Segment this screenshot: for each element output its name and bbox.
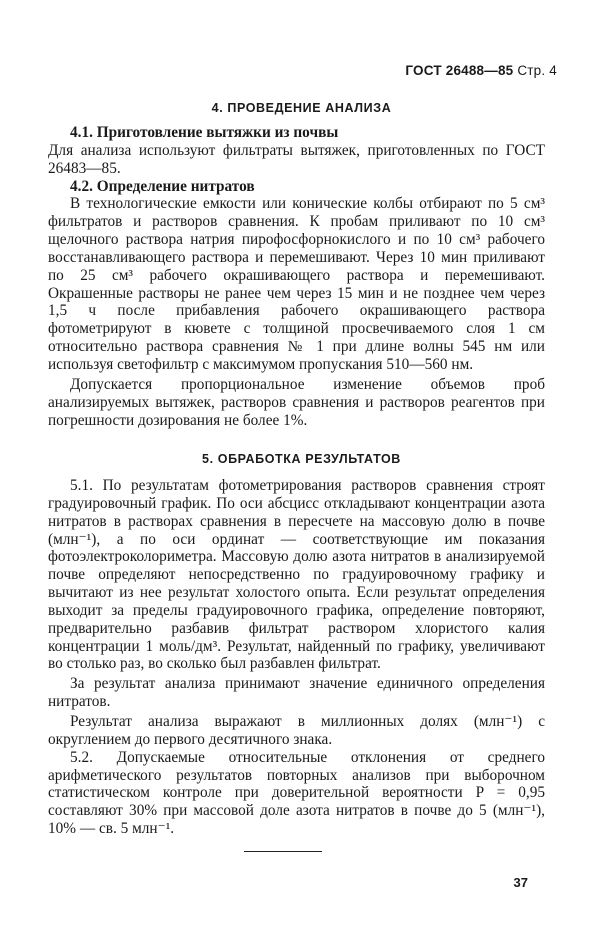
section-5-body xyxy=(48,477,545,838)
subsection-5-1-text: 5.1. По результатам фотометрирования растворов сравнения строят градуировочный график. По оси абсцисс откладывают концентрации азота нитратов в растворах сравнения в пересчете на массовую долю в почве (млн⁻¹), а по оси ординат — соответствующие им показания фотоэлектроколориметра. Массовую долю азота нитратов в анализируемой почве определяют непосредственно по градуировочному графику и вычитают из нее результат холостого опыта. Если результат определения выходит за пределы градуировочного графика, определение повторяют, предварительно разбавив фильтрат раствором хлористого калия концентрации 1 моль/дм³. Результат, найденный по графику, увеличивают во столько раз, во сколько был разбавлен фильтрат. xyxy=(48,477,545,673)
page-label: Стр. 4 xyxy=(517,63,557,78)
subsection-4-2-note: Допускается пропорциональное изменение объемов проб анализируемых вытяжек, растворов сравнения и растворов реагентов при погрешности дозирования не более 1%. xyxy=(48,375,545,429)
page-number: 37 xyxy=(513,875,528,890)
subsection-5-2-text: 5.2. Допускаемые относительные отклонения от среднего арифметического результатов повторных анализов при выборочном статистическом контроле при доверительной вероятности P = 0,95 составляют 30% при массовой доле азота нитратов в почве до 5 (млн⁻¹), 10% — св. 5 млн⁻¹. xyxy=(48,748,545,838)
subsection-4-2-text: В технологические емкости или конические колбы отбирают по 5 см³ фильтратов и растворов сравнения. К пробам приливают по 10 см³ щелочного раствора натрия пирофосфорнокислого и по 10 см³ рабочего восстанавливающего раствора и перемешивают. Через 10 мин приливают по 25 см³ рабочего окрашивающего раствора и перемешивают. Окрашенные растворы не ранее чем через 15 мин и не позднее чем через 1,5 ч после прибавления рабочего окрашивающего раствора фотометрируют в кювете с толщиной просвечиваемого слоя 1 см относительно раствора сравнения № 1 при длине волны 545 нм или используя светофильтр с максимумом пропускания 510—560 нм. xyxy=(48,195,545,373)
page-header xyxy=(405,63,557,78)
subsection-4-2-heading: 4.2. Определение нитратов xyxy=(70,177,255,195)
subsection-4-1-text: Для анализа используют фильтраты вытяжек, приготовленных по ГОСТ 26483—85. xyxy=(48,141,545,177)
subsection-5-1-expression: Результат анализа выражают в миллионных долях (млн⁻¹) с округлением до первого десятичного знака. xyxy=(48,712,545,748)
footer-divider xyxy=(244,851,322,852)
section-5-title: 5. ОБРАБОТКА РЕЗУЛЬТАТОВ xyxy=(202,452,401,466)
subsection-4-1-heading: 4.1. Приготовление вытяжки из почвы xyxy=(70,124,339,141)
subsection-5-1-result: За результат анализа принимают значение единичного определения нитратов. xyxy=(48,675,545,711)
section-4-title: 4. ПРОВЕДЕНИЕ АНАЛИЗА xyxy=(211,101,392,115)
section-4-body xyxy=(48,124,545,429)
standard-number: ГОСТ 26488—85 xyxy=(405,63,514,78)
